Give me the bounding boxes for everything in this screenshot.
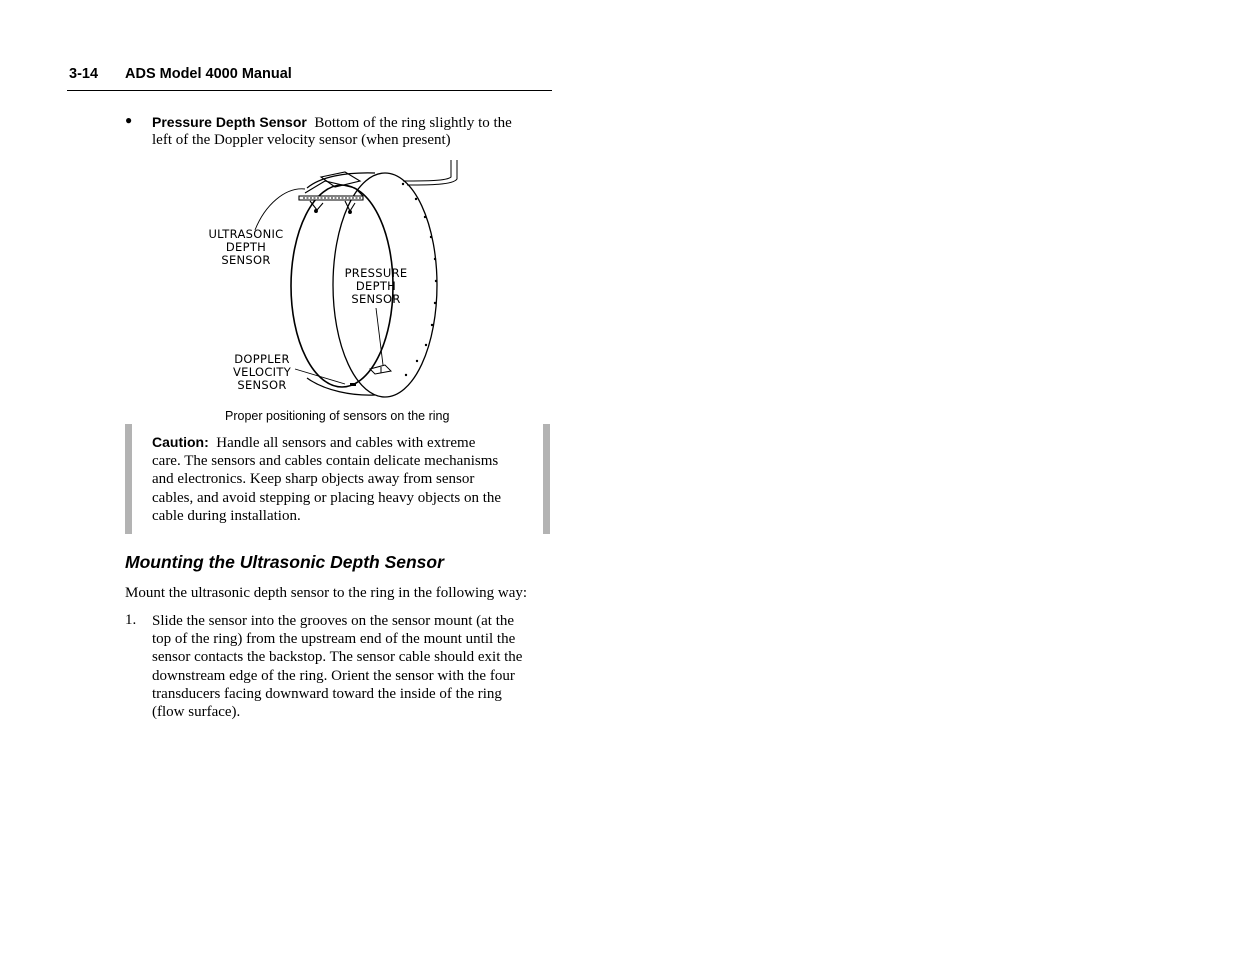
pressure-label-2: DEPTH bbox=[355, 279, 397, 293]
doppler-sensor bbox=[350, 383, 356, 386]
figure-caption: Proper positioning of sensors on the ring bbox=[225, 409, 450, 423]
sensor-ring-figure bbox=[195, 155, 485, 400]
page-header bbox=[67, 64, 552, 91]
caution-bar-right bbox=[543, 424, 550, 534]
doppler-label-3: SENSOR bbox=[237, 378, 287, 392]
ultrasonic-label-3: SENSOR bbox=[221, 253, 271, 267]
bullet-line-1 bbox=[152, 113, 512, 132]
caution-bar-left bbox=[125, 424, 132, 534]
ultrasonic-label-2: DEPTH bbox=[225, 240, 267, 254]
step-line-2: top of the ring) from the upstream end of the mount until the bbox=[152, 631, 516, 647]
pressure-label-1: PRESSURE bbox=[344, 266, 408, 280]
ultrasonic-sensor-mount bbox=[299, 172, 363, 213]
step-line-3: sensor contacts the backstop. The sensor cable should exit the bbox=[152, 649, 523, 665]
step-line-4: downstream edge of the ring. Orient the sensor with the four bbox=[152, 668, 515, 684]
section-title: Mounting the Ultrasonic Depth Sensor bbox=[125, 552, 444, 572]
bullet-description-1: Bottom of the ring slightly to the bbox=[314, 115, 512, 131]
step-line-5: transducers facing downward toward the inside of the ring bbox=[152, 686, 502, 702]
caution-text-3: and electronics. Keep sharp objects away from sensor bbox=[152, 471, 475, 487]
bullet-term: Pressure Depth Sensor bbox=[152, 114, 307, 130]
caution-text-1: Handle all sensors and cables with extreme bbox=[216, 435, 476, 451]
caution-label: Caution: bbox=[152, 434, 209, 450]
page-number: 3-14 bbox=[69, 66, 99, 82]
section-intro: Mount the ultrasonic depth sensor to the ring in the following way: bbox=[125, 585, 528, 601]
doppler-label-2: VELOCITY bbox=[232, 365, 292, 379]
ring-diagram bbox=[195, 155, 485, 400]
caution-text-4: cables, and avoid stepping or placing heavy objects on the bbox=[152, 490, 502, 506]
doppler-label-1: DOPPLER bbox=[234, 352, 290, 366]
caution-text-2: care. The sensors and cables contain delicate mechanisms bbox=[152, 453, 499, 469]
bullet-description-2: left of the Doppler velocity sensor (when present) bbox=[152, 132, 451, 148]
bullet-marker: ● bbox=[125, 113, 133, 127]
manual-title: ADS Model 4000 Manual bbox=[125, 66, 292, 82]
pressure-label-3: SENSOR bbox=[351, 292, 401, 306]
caution-line-1 bbox=[152, 433, 475, 452]
caution-text-5: cable during installation. bbox=[152, 508, 301, 524]
step-line-6: (flow surface). bbox=[152, 704, 241, 720]
step-line-1: Slide the sensor into the grooves on the sensor mount (at the bbox=[152, 613, 515, 629]
ultrasonic-label-1: ULTRASONIC bbox=[208, 227, 284, 241]
step-number: 1. bbox=[125, 612, 137, 628]
